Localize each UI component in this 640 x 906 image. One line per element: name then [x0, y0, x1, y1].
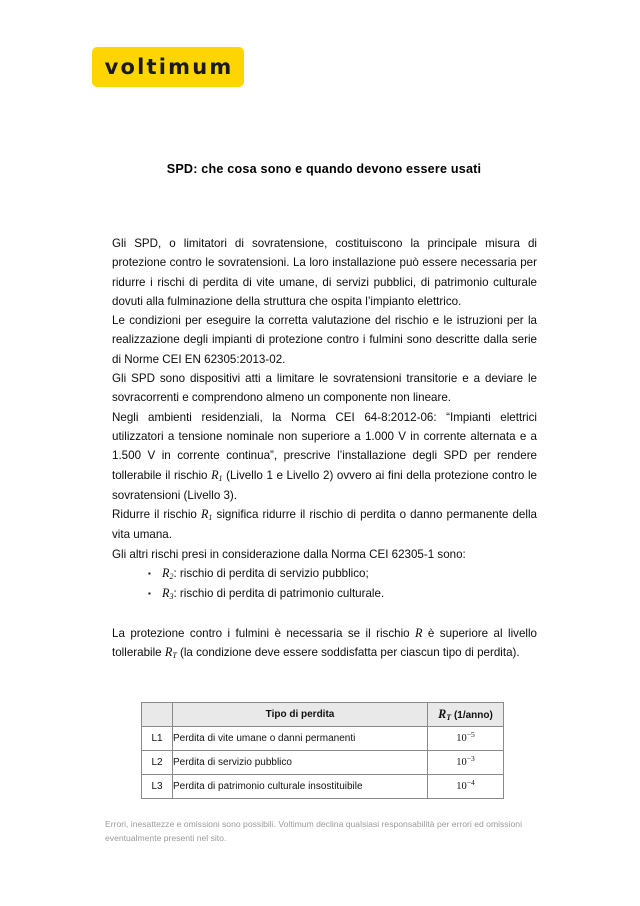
loss-table-container — [141, 702, 500, 799]
risk-symbol-r: R — [415, 625, 423, 640]
table-row — [142, 727, 504, 751]
logo-text: voltimum — [104, 54, 234, 79]
paragraph-5 — [112, 505, 537, 545]
risk-symbol-rt: $R_T$ — [164, 644, 177, 660]
risk-list — [112, 564, 537, 605]
page-title: SPD: che cosa sono e quando devono essere usati — [166, 162, 482, 176]
paragraph-4 — [112, 408, 537, 505]
rt-unit: (1/anno) — [451, 710, 493, 721]
table-header-row — [142, 703, 504, 727]
table-cell-rt — [428, 775, 504, 799]
table-cell-code: L3 — [142, 775, 173, 799]
table-cell-code: L1 — [142, 727, 173, 751]
list-item-text: : rischio di perdita di servizio pubblico; — [173, 567, 369, 581]
paragraph-7 — [112, 624, 537, 664]
table-cell-code: L2 — [142, 751, 173, 775]
footer-disclaimer: Errori, inesattezze e omissioni sono possibili. Voltimum declina qualsiasi responsabilità per errori ed omissioni eventualmente presenti nel sito. — [105, 819, 522, 843]
paragraph-1: Gli SPD, o limitatori di sovratensione, costituiscono la principale misura di protezione contro le sovratensioni. La loro installazione può essere necessaria per ridurre i rischi di perdita di vite umane, di servizi pubblici, di patrimonio culturale dovuti alla fulminazione della struttura che ospita l’impianto elettrico. — [112, 237, 537, 308]
paragraph-5-before: Ridurre il rischio — [112, 508, 201, 522]
list-item-text: : rischio di perdita di patrimonio culturale. — [173, 587, 385, 601]
paragraph-2: Le condizioni per eseguire la corretta valutazione del rischio e le istruzioni per la realizzazione degli impianti di protezione contro i fulmini sono descritte dalla serie di Norme CEI EN 62305:2013-02. — [112, 314, 537, 366]
table-cell-description: Perdita di servizio pubblico — [173, 751, 428, 775]
table-body — [142, 727, 504, 799]
loss-table — [141, 702, 504, 799]
table-header — [142, 703, 504, 727]
risk-symbol-r1: $R_1$ — [211, 467, 223, 483]
paragraph-3: Gli SPD sono dispositivi atti a limitare le sovratensioni transitorie e a deviare le sovracorrenti e comprendono almeno un componente non lineare. — [112, 372, 537, 405]
table-header-description: Tipo di perdita — [173, 703, 428, 727]
paragraph-spacer — [112, 605, 537, 624]
paragraph-4-after: (Livello 1 e Livello 2) ovvero ai fini della protezione contro le sovratensioni (Livello 3). — [112, 468, 537, 502]
list-item — [148, 584, 537, 604]
voltimum-logo — [92, 47, 244, 87]
table-header-code — [142, 703, 173, 727]
table-header-rt — [428, 703, 504, 727]
table-cell-description: Perdita di patrimonio culturale insostituibile — [173, 775, 428, 799]
square-bullet-icon: ▪ — [148, 589, 151, 599]
square-bullet-icon: ▪ — [148, 569, 151, 579]
table-cell-rt — [428, 751, 504, 775]
risk-symbol-r3: $R_3$ — [162, 586, 174, 602]
paragraph-6: Gli altri rischi presi in considerazione dalla Norma CEI 62305-1 sono: — [112, 547, 466, 561]
risk-symbol-r2: $R_2$ — [162, 566, 174, 582]
document-body — [112, 234, 537, 663]
power-value: $10^{-3}$ — [456, 754, 475, 768]
list-item — [148, 564, 537, 584]
power-value: $10^{-5}$ — [456, 730, 475, 744]
table-row — [142, 751, 504, 775]
table-row — [142, 775, 504, 799]
power-value: $10^{-4}$ — [456, 778, 475, 792]
paragraph-7-part3: (la condizione deve essere soddisfatta per ciascun tipo di perdita). — [176, 645, 520, 659]
rt-symbol: $R_T$ — [438, 707, 452, 722]
paragraph-4-before: Negli ambienti residenziali, la Norma CEI 64-8:2012-06: “Impianti elettrici utilizzatori a tensione nominale non superiore a 1.000 V in corrente alternata e a 1.500 V in corrente continua”, prescrive l’installazione degli SPD per rendere tollerabile il rischio — [112, 410, 537, 482]
table-cell-description: Perdita di vite umane o danni permanenti — [173, 727, 428, 751]
risk-symbol-r1-b: $R_1$ — [200, 507, 213, 523]
paragraph-5-after: significa ridurre il rischio di perdita o danno permanente della vita umana. — [112, 508, 537, 542]
paragraph-7-part1: La protezione contro i fulmini è necessaria se il rischio — [112, 626, 416, 640]
table-cell-rt — [428, 727, 504, 751]
paragraph-7-part2: è superiore al livello tollerabile — [112, 626, 537, 659]
